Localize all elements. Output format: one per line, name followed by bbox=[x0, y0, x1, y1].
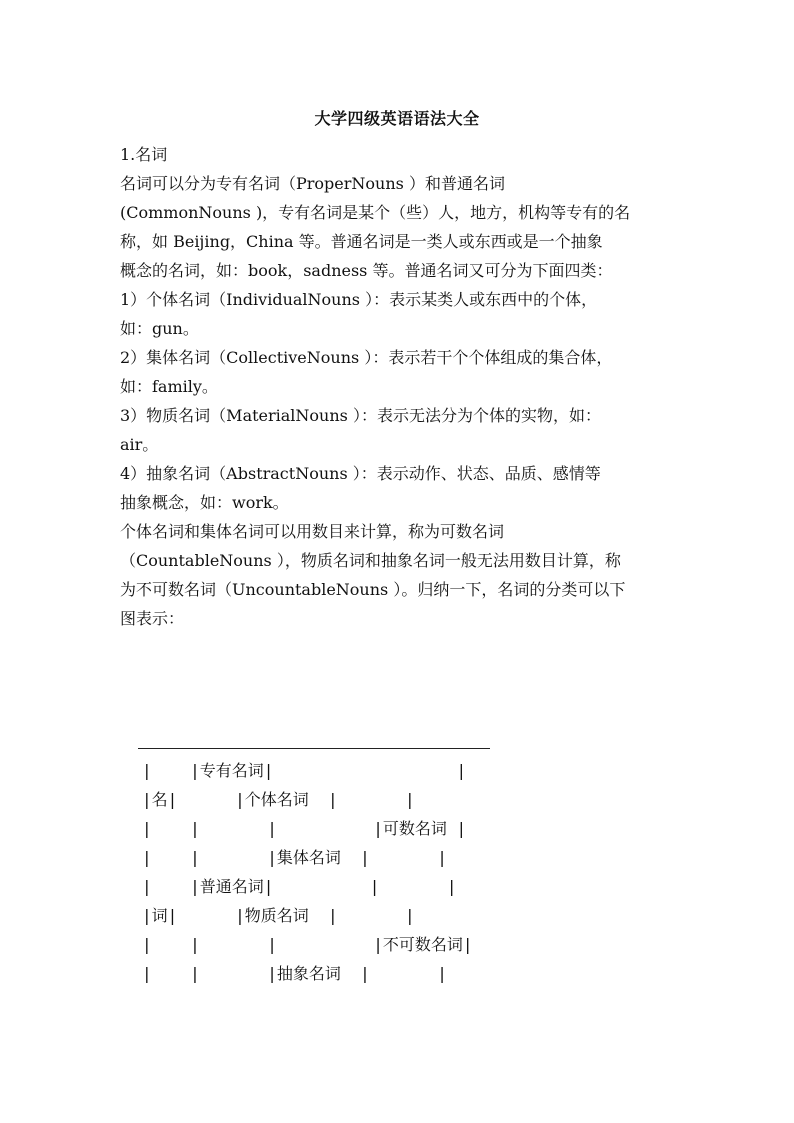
paragraph-line: (CommonNouns )，专有名词是某个（些）人，地方，机构等专有的名 bbox=[120, 203, 631, 222]
paragraph-line: air。 bbox=[120, 435, 159, 454]
diagram-row: | | |抽象名词 | | bbox=[142, 964, 447, 983]
diagram-row: |词| |物质名词 | | bbox=[142, 906, 415, 925]
diagram-row: |名| |个体名词 | | bbox=[142, 790, 415, 809]
paragraph-line: 如：gun。 bbox=[120, 319, 199, 338]
diagram-row: | | | |不可数名词| bbox=[142, 935, 473, 954]
paragraph-line: 如：family。 bbox=[120, 377, 218, 396]
diagram-row: | | |集体名词 | | bbox=[142, 848, 447, 867]
diagram-row: | |专有名词| | bbox=[142, 761, 467, 780]
paragraph-line: 个体名词和集体名词可以用数目来计算，称为可数名词 bbox=[120, 522, 505, 541]
paragraph-line: 称，如 Beijing，China 等。普通名词是一类人或东西或是一个抽象 bbox=[120, 232, 603, 251]
section-heading: 1.名词 bbox=[120, 145, 168, 164]
paragraph-line: 1）个体名词（IndividualNouns ）：表示某类人或东西中的个体， bbox=[120, 290, 598, 309]
paragraph-line: （CountableNouns ），物质名词和抽象名词一般无法用数目计算，称 bbox=[120, 551, 621, 570]
diagram-row: | |普通名词| | | bbox=[142, 877, 457, 896]
paragraph-line: 3）物质名词（MaterialNouns ）：表示无法分为个体的实物，如： bbox=[120, 406, 601, 425]
paragraph-line: 概念的名词，如：book，sadness 等。普通名词又可分为下面四类： bbox=[120, 261, 613, 280]
paragraph-line: 4）抽象名词（AbstractNouns ）：表示动作、状态、品质、感情等 bbox=[120, 464, 601, 483]
document-title: 大学四级英语语法大全 bbox=[314, 109, 480, 128]
paragraph-line: 抽象概念，如：work。 bbox=[120, 493, 289, 512]
diagram-row: | | | |可数名词 | bbox=[142, 819, 467, 838]
paragraph-line: 图表示： bbox=[120, 609, 185, 628]
paragraph-line: 名词可以分为专有名词（ProperNouns ）和普通名词 bbox=[120, 174, 505, 193]
paragraph-line: 为不可数名词（UncountableNouns ）。归纳一下，名词的分类可以下 bbox=[120, 580, 626, 599]
paragraph-line: 2）集体名词（CollectiveNouns ）：表示若干个个体组成的集合体， bbox=[120, 348, 613, 367]
diagram-top-rule bbox=[138, 748, 490, 749]
